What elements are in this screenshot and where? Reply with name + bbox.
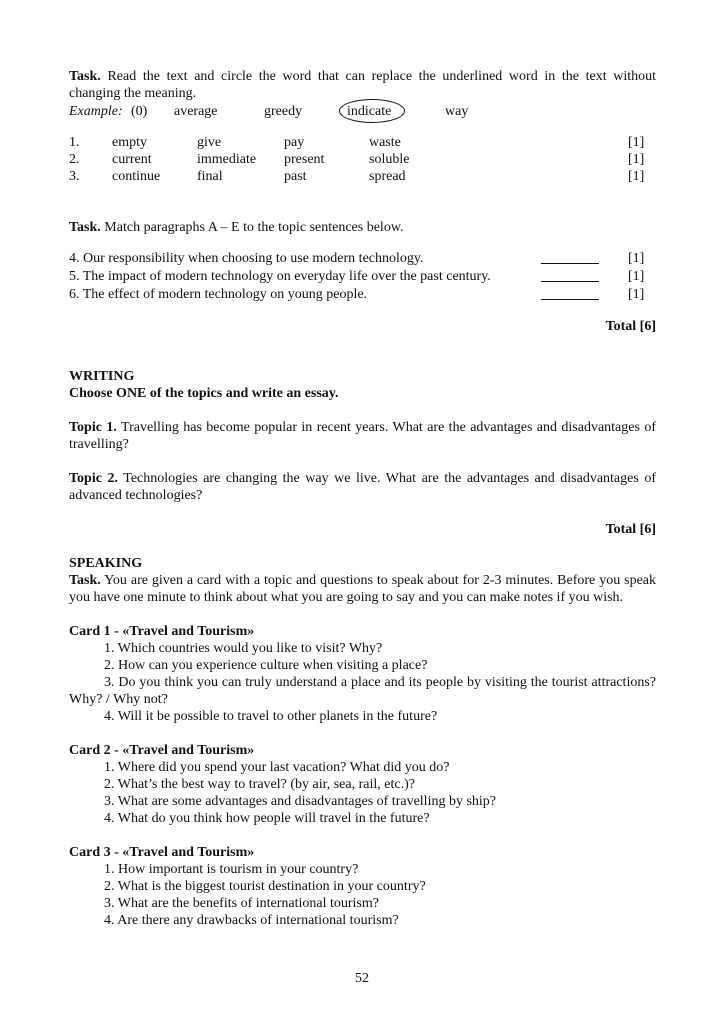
task1-label: Task. bbox=[69, 69, 101, 84]
option: empty bbox=[112, 135, 147, 150]
question-number: 2. bbox=[69, 152, 80, 167]
card-title: Card 2 - «Travel and Tourism» bbox=[69, 743, 255, 758]
option: waste bbox=[369, 135, 401, 150]
card-question: 1. How important is tourism in your country? bbox=[104, 862, 359, 877]
card-question-text: 3. Do you think you can truly understand a place and its people by visiting the tourist attractions? Why? / Why not? bbox=[69, 675, 656, 707]
option: immediate bbox=[197, 152, 257, 167]
card-question: 2. How can you experience culture when visiting a place? bbox=[104, 658, 428, 673]
question-row bbox=[69, 168, 656, 185]
card-question: 2. What is the biggest tourist destination in your country? bbox=[104, 879, 426, 894]
card-question: 1. Where did you spend your last vacation? What did you do? bbox=[104, 760, 450, 775]
topic-1-label: Topic 1. bbox=[69, 420, 117, 435]
topic-1-text: Travelling has become popular in recent years. What are the advantages and disadvantages of travelling? bbox=[69, 420, 656, 452]
example-option: greedy bbox=[264, 104, 303, 119]
card-question: 3. What are some advantages and disadvantages of travelling by ship? bbox=[104, 794, 497, 809]
task2-text: Match paragraphs A – E to the topic sentences below. bbox=[104, 220, 404, 235]
answer-blank[interactable] bbox=[541, 250, 599, 264]
question-row bbox=[69, 134, 656, 151]
example-label: Example: bbox=[69, 104, 123, 119]
topic-sentence: 5. The impact of modern technology on everyday life over the past century. bbox=[69, 269, 491, 284]
option: soluble bbox=[369, 152, 410, 167]
option: final bbox=[197, 169, 223, 184]
answer-blank[interactable] bbox=[541, 286, 599, 300]
option: spread bbox=[369, 169, 406, 184]
speaking-task-text: You are given a card with a topic and questions to speak about for 2-3 minutes. Before you speak you have one minute to think about what you are going to say and you can make notes if you wish. bbox=[69, 573, 657, 605]
topic-1 bbox=[69, 419, 656, 453]
card-question: 4. Are there any drawbacks of international tourism? bbox=[104, 913, 399, 928]
option: give bbox=[197, 135, 222, 150]
mark: [1] bbox=[628, 287, 645, 302]
option: present bbox=[284, 152, 325, 167]
card-title: Card 1 - «Travel and Tourism» bbox=[69, 624, 255, 639]
card-question: 4. Will it be possible to travel to other planets in the future? bbox=[104, 709, 438, 724]
topic-sentence: 4. Our responsibility when choosing to use modern technology. bbox=[69, 251, 424, 266]
example-row bbox=[69, 102, 656, 122]
mark: [1] bbox=[628, 269, 645, 284]
writing-total: Total [6] bbox=[605, 522, 656, 537]
mark: [1] bbox=[628, 251, 645, 266]
card-question: 2. What’s the best way to travel? (by air, sea, rail, etc.)? bbox=[104, 777, 415, 792]
writing-heading: WRITING bbox=[69, 369, 135, 384]
mark: [1] bbox=[628, 135, 645, 150]
card-question: 1. Which countries would you like to visit? Why? bbox=[104, 641, 383, 656]
option: current bbox=[112, 152, 152, 167]
task1-instruction bbox=[69, 68, 656, 102]
card-question: 4. What do you think how people will travel in the future? bbox=[104, 811, 430, 826]
task1-text: Read the text and circle the word that can replace the underlined word in the text without changing the meaning. bbox=[69, 69, 657, 101]
option: continue bbox=[112, 169, 161, 184]
example-option-circled: indicate bbox=[347, 104, 392, 119]
speaking-task bbox=[69, 572, 656, 606]
mark: [1] bbox=[628, 169, 645, 184]
example-option: average bbox=[174, 104, 218, 119]
topic-2-label: Topic 2. bbox=[69, 471, 118, 486]
answer-circle bbox=[339, 99, 405, 123]
card-question: 3. What are the benefits of international tourism? bbox=[104, 896, 379, 911]
card-title: Card 3 - «Travel and Tourism» bbox=[69, 845, 255, 860]
match-row bbox=[69, 286, 656, 304]
example-option: way bbox=[445, 104, 469, 119]
question-row bbox=[69, 151, 656, 168]
question-number: 3. bbox=[69, 169, 80, 184]
speaking-task-label: Task. bbox=[69, 573, 101, 588]
topic-2 bbox=[69, 470, 656, 504]
page-content bbox=[69, 68, 656, 929]
match-row bbox=[69, 250, 656, 268]
task2-label: Task. bbox=[69, 220, 101, 235]
question-number: 1. bbox=[69, 135, 80, 150]
writing-instruction: Choose ONE of the topics and write an essay. bbox=[69, 386, 339, 401]
card-question bbox=[69, 674, 656, 708]
option: past bbox=[284, 169, 307, 184]
topic-sentence: 6. The effect of modern technology on young people. bbox=[69, 287, 368, 302]
task2-instruction bbox=[69, 219, 656, 236]
page-number: 52 bbox=[355, 971, 369, 986]
answer-blank[interactable] bbox=[541, 268, 599, 282]
match-row bbox=[69, 268, 656, 286]
speaking-heading: SPEAKING bbox=[69, 556, 143, 571]
reading-total: Total [6] bbox=[605, 319, 656, 334]
option: pay bbox=[284, 135, 305, 150]
mark: [1] bbox=[628, 152, 645, 167]
topic-2-text: Technologies are changing the way we live. What are the advantages and disadvantages of advanced technologies? bbox=[69, 471, 656, 503]
example-number: (0) bbox=[131, 104, 148, 119]
